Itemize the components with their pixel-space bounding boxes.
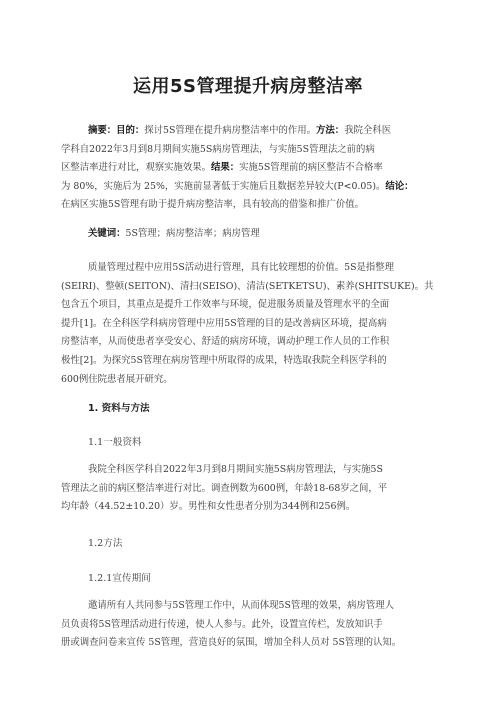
- keywords-line: [61, 225, 445, 244]
- section-heading: 1. 资料与方法: [88, 403, 150, 414]
- abstract-line: [61, 159, 445, 178]
- paragraph-line: 邀请所有人共同参与5S管理工作中，从而体现5S管理的效果，病房管理人: [88, 600, 395, 611]
- keywords: [61, 225, 445, 244]
- abstract-text: 为 80%，实施后为 25%，实施前显著低于实施后且数据差异较大(P<0.05)。: [61, 180, 386, 192]
- abstract-purpose-label: 目的：: [116, 125, 145, 136]
- abstract-label: 摘要：: [88, 125, 117, 136]
- keywords-text: 5S管理；病房整洁率；病房管理: [125, 228, 260, 239]
- intro-paragraph: [61, 259, 445, 389]
- intro-line: 包含五个项目，其重点是提升工作效率与环境，促进服务质量及管理水平的全面: [61, 299, 390, 311]
- keywords-label: 关键词：: [88, 228, 126, 239]
- paragraph-line: 管理法之前的病区整洁率进行对比。调查例数为600例，年龄18-68岁之间，平: [61, 482, 388, 494]
- abstract-result-label: 结果：: [211, 162, 240, 174]
- intro-line: 600例住院患者展开研究。: [61, 373, 173, 385]
- intro-line: 房整洁率，从而使患者享受安心、舒适的病房环境，调动护理工作人员的工作积: [61, 336, 390, 348]
- abstract-text: 探讨5S管理在提升病房整洁率中的作用。: [144, 125, 317, 136]
- abstract-line: [61, 122, 445, 141]
- paragraph-line: 均年龄（44.52±10.20）岁。男性和女性患者分别为344例和256例。: [61, 501, 356, 513]
- abstract-conclusion-label: 结论：: [385, 180, 414, 192]
- abstract-text: 实施5S管理前的病区整洁不合格率: [239, 162, 383, 174]
- paragraph-line: 我院全科医学科自2022年3月到8月期间实施5S病房管理法，与实施5S: [88, 464, 383, 475]
- paragraph: [61, 461, 445, 517]
- subsection-heading: 1.1一般资料: [88, 437, 142, 448]
- subsection-heading: 1.2.1宣传期间: [88, 573, 151, 584]
- paragraph-line: 员负责将5S管理活动进行传递，使人人参与。此外，设置宣传栏，发放知识手: [61, 618, 383, 630]
- abstract-line: 在病区实施5S管理有助于提升病房整洁率，具有较高的借鉴和推广价值。: [61, 199, 365, 211]
- intro-line: 提升[1]。在全科医学科病房管理中应用5S管理的目的是改善病区环境，提高病: [61, 317, 387, 329]
- intro-line: 质量管理过程中应用5S活动进行管理，具有比较理想的价值。5S是指整理: [88, 262, 395, 273]
- page-title: 运用5S管理提升病房整洁率: [133, 76, 363, 97]
- abstract: [61, 122, 445, 215]
- abstract-method-label: 方法：: [316, 125, 345, 136]
- intro-line: (SEIRI)、整顿(SEITON)、清扫(SEISO)、清洁(SETKETSU)、素养(SHITSUKE)。共: [61, 280, 434, 292]
- abstract-line: 学科自2022年3月到8月期间实施5S病房管理法，与实施5S管理法之前的病: [61, 143, 375, 155]
- subsection-heading: 1.2方法: [88, 538, 123, 549]
- abstract-line: [61, 178, 445, 197]
- paragraph-line: 册或调查问卷来宣传 5S管理，营造良好的氛围，增加全科人员对 5S管理的认知。: [61, 637, 402, 649]
- abstract-text: 我院全科医: [344, 125, 392, 136]
- abstract-text: 区整洁率进行对比，观察实施效果。: [61, 162, 212, 174]
- intro-line: 极性[2]。为探究5S管理在病房管理中所取得的成果，特选取我院全科医学科的: [61, 354, 387, 366]
- paragraph: [61, 597, 445, 653]
